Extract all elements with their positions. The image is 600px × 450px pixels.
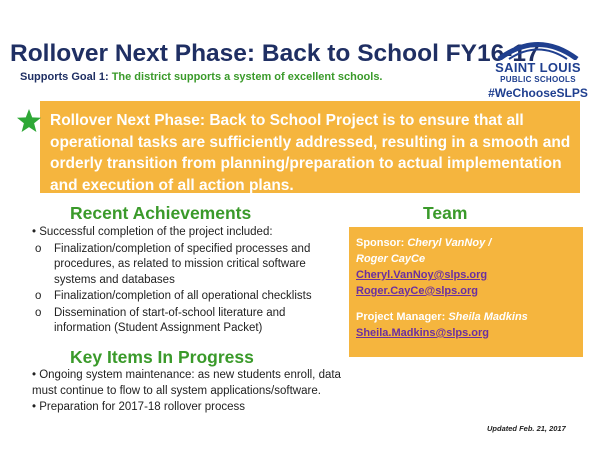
star-icon — [16, 108, 42, 134]
goal-line — [20, 71, 383, 83]
email-link-cheryl[interactable]: Cheryl.VanNoy@slps.org — [356, 269, 488, 281]
pm-line — [356, 309, 577, 325]
goal-text: The district supports a system of excellent schools. — [111, 71, 383, 83]
project-summary-banner: Rollover Next Phase: Back to School Project is to ensure that all operational tasks are sufficiently addressed, resulting in a smooth and orderly transition from planning/preparation to actual implementation and execution of all action plans. — [40, 101, 580, 193]
list-item: o Finalization/completion of all operational checklists — [32, 289, 342, 305]
list-item: • Preparation for 2017-18 rollover process — [32, 401, 246, 413]
logo-line1: SAINT LOUIS — [495, 60, 581, 75]
page-title: Rollover Next Phase: Back to School FY16-17 — [10, 40, 540, 67]
sponsor-name-2: Roger CayCe — [356, 253, 426, 265]
list-item: • Ongoing system maintenance: as new students enroll, data must continue to flow to all system applications/software. — [32, 369, 341, 397]
list-item: o Dissemination of start-of-school literature and information (Student Assignment Packet) — [32, 306, 342, 337]
email-link-sheila[interactable]: Sheila.Madkins@slps.org — [356, 327, 489, 339]
goal-label: Supports Goal 1: — [20, 71, 109, 83]
sponsor-label: Sponsor: — [356, 237, 405, 249]
achievements-intro: • Successful completion of the project included: — [32, 226, 273, 238]
logo-line2: PUBLIC SCHOOLS — [500, 75, 576, 84]
team-box — [349, 227, 583, 357]
pm-name: Sheila Madkins — [448, 311, 528, 323]
sponsor-line — [356, 235, 577, 251]
achievements-list — [32, 225, 342, 338]
key-items-list — [32, 368, 342, 417]
list-item: o Finalization/completion of specified processes and procedures, as related to mission critical software systems and databases — [32, 242, 342, 289]
pm-label: Project Manager: — [356, 311, 446, 323]
email-link-roger[interactable]: Roger.CayCe@slps.org — [356, 285, 478, 297]
achievements-heading: Recent Achievements — [70, 203, 252, 223]
arch-logo-icon — [493, 38, 583, 60]
slps-logo — [482, 38, 594, 100]
logo-hashtag: #WeChooseSLPS — [488, 86, 588, 100]
sponsor-name: Cheryl VanNoy / — [407, 237, 492, 249]
key-items-heading: Key Items In Progress — [70, 347, 254, 367]
team-heading: Team — [423, 203, 468, 223]
updated-date: Updated Feb. 21, 2017 — [487, 424, 566, 433]
